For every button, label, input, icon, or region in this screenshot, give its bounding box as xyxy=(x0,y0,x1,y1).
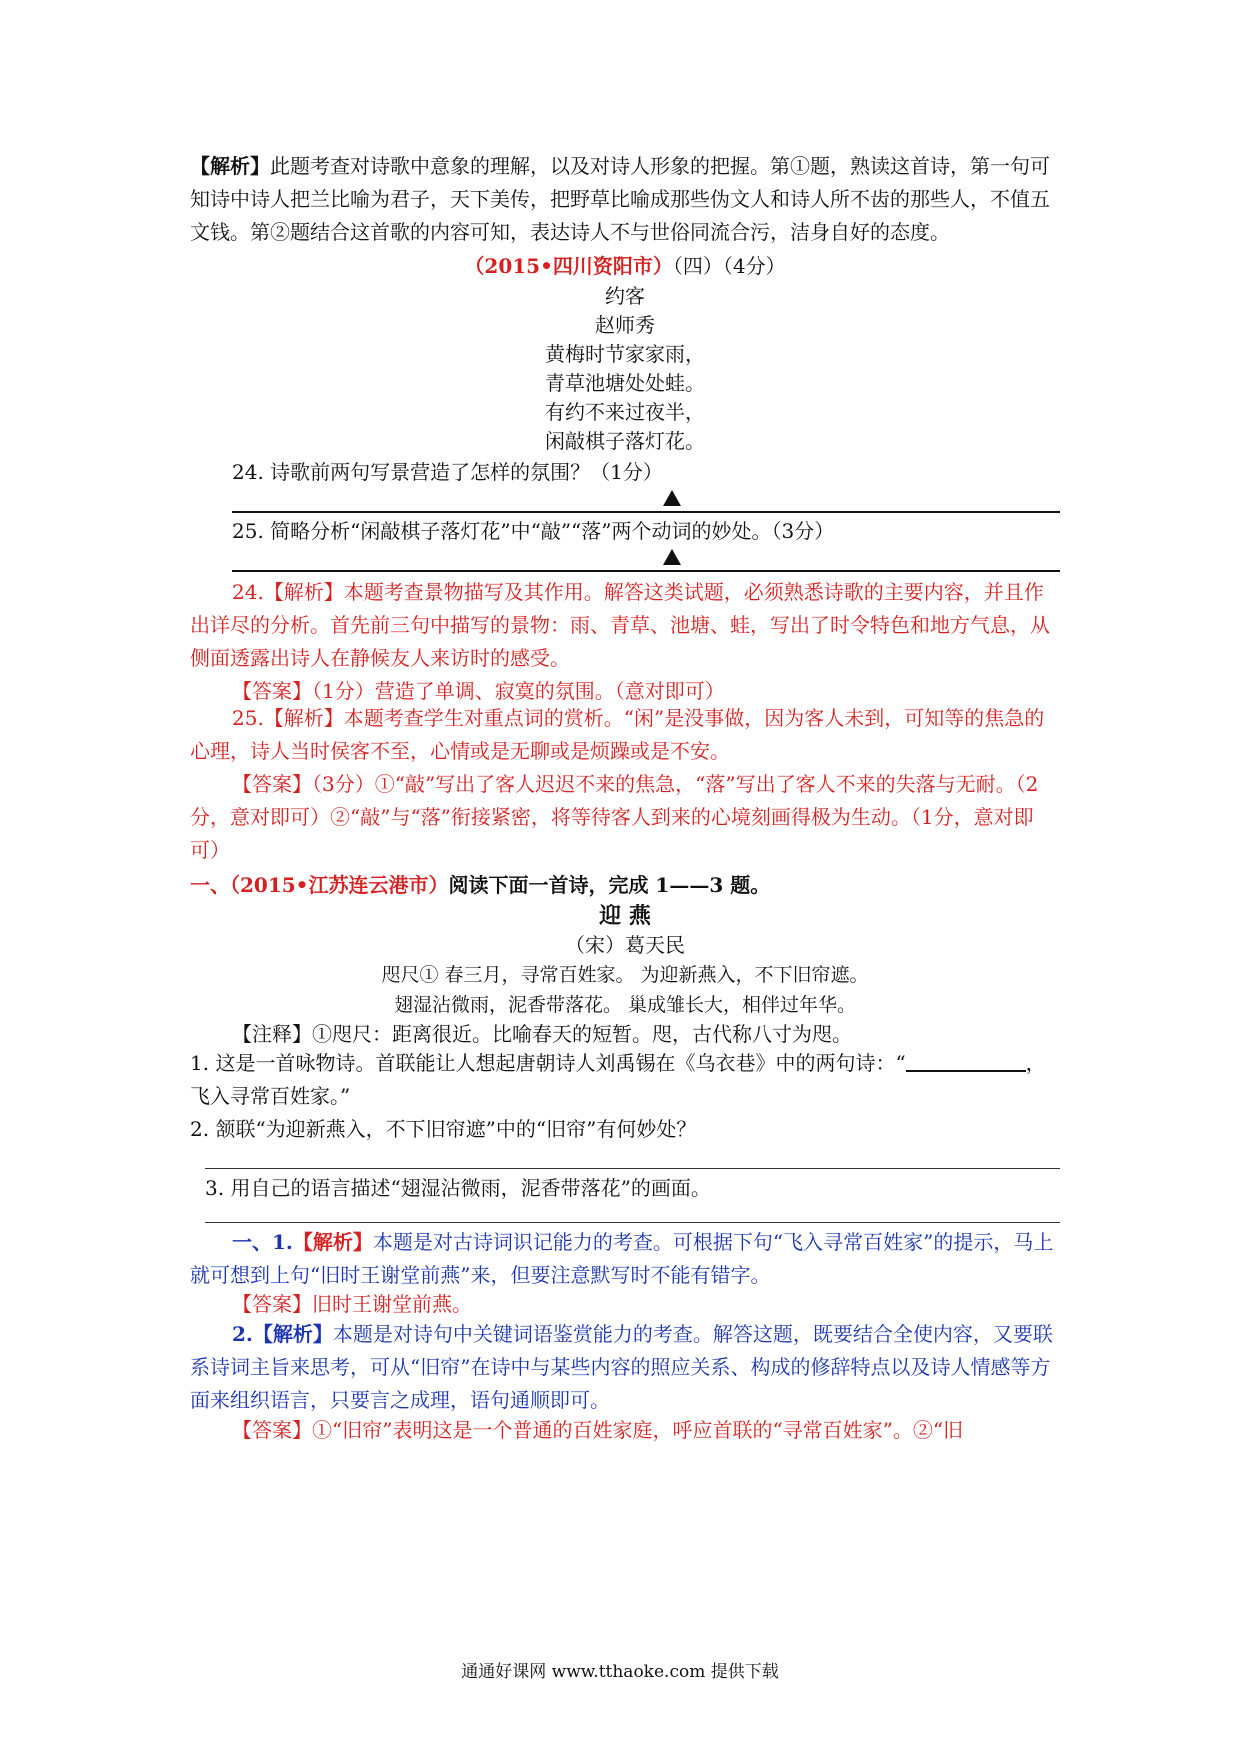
question-1 xyxy=(190,1047,1060,1113)
poem2-title: 迎 燕 xyxy=(599,903,651,929)
question-25: 25. 简略分析“闲敲棋子落灯花”中“敲”“落”两个动词的妙处。（3分） xyxy=(232,519,835,543)
answer-24-answer: 【答案】（1分）营造了单调、寂寞的氛围。（意对即可） xyxy=(232,679,725,703)
question-1-comma: ， xyxy=(1025,1051,1046,1075)
poem-line: 有约不来过夜半， xyxy=(545,400,705,424)
poem-line: 黄梅时节家家雨， xyxy=(545,342,705,366)
answer-1-analysis xyxy=(190,1226,1060,1292)
answer-line xyxy=(205,1222,1060,1223)
answer-24-analysis: 24.【解析】本题考查景物描写及其作用。解答这类试题，必须熟悉诗歌的主要内容，并且作出详尽的分析。首先前三句中描写的景物：雨、青草、池塘、蛙，写出了时令特色和地方气息，从侧面透露出诗人在静候友人来访时的感受。 xyxy=(190,580,1050,670)
answer-25-analysis: 25.【解析】本题考查学生对重点词的赏析。“闲”是没事做，因为客人未到，可知等的焦急的心理，诗人当时侯客不至，心情或是无聊或是烦躁或是不安。 xyxy=(190,706,1045,763)
answer-2-answer-label: 【答案】 xyxy=(232,1418,312,1442)
triangle-icon xyxy=(662,547,682,567)
question-3: 3. 用自己的语言描述“翅湿沾微雨，泥香带落花”的画面。 xyxy=(205,1176,711,1200)
fill-blank xyxy=(906,1050,1026,1072)
section1-instruction: 阅读下面一首诗，完成 1——3 题。 xyxy=(448,873,771,897)
section4-meta: （四）（4分） xyxy=(672,254,786,278)
question-24: 24. 诗歌前两句写景营造了怎样的氛围？（1分） xyxy=(232,460,663,484)
answer-line xyxy=(232,511,1060,513)
question-1-text: 1. 这是一首咏物诗。首联能让人想起唐朝诗人刘禹锡在《乌衣巷》中的两句诗：“ xyxy=(190,1051,906,1075)
answer-1-answer xyxy=(190,1288,1060,1321)
analysis-text: 此题考查对诗歌中意象的理解，以及对诗人形象的把握。第①题，熟读这首诗，第一句可知诗中诗人把兰比喻为君子，天下美传，把野草比喻成那些伪文人和诗人所不齿的那些人，不值五文钱。第②题结合这首歌的内容可知，表达诗人不与世俗同流合污，洁身自好的态度。 xyxy=(190,154,1050,244)
question-1-text-end: 飞入寻常百姓家。” xyxy=(190,1084,351,1108)
analysis-paragraph xyxy=(190,150,1060,249)
poem2-author: （宋）葛天民 xyxy=(565,933,685,957)
answer-1-text: 本题是对古诗词识记能力的考查。可根据下句“飞入寻常百姓家”的提示，马上就可想到上句“旧时王谢堂前燕”来，但要注意默写时不能有错字。 xyxy=(190,1230,1054,1287)
page-footer: 通通好课网 www.tthaoke.com 提供下载 xyxy=(461,1662,779,1682)
answer-25-answer: 【答案】（3分）①“敲”写出了客人迟迟不来的焦急，“落”写出了客人不来的失落与无耐。（2分，意对即可）②“敲”与“落”衔接紧密，将等待客人到来的心境刻画得极为生动。（1分，意对即可） xyxy=(190,772,1039,862)
answer-2-answer xyxy=(190,1414,1060,1447)
section1-header xyxy=(190,869,1060,902)
answer-2-number: 2. xyxy=(232,1322,253,1346)
answer-2-label: 【解析】 xyxy=(252,1322,333,1346)
section1-prefix: 一、 xyxy=(190,873,230,897)
answer-1-answer-text: 旧时王谢堂前燕。 xyxy=(312,1292,472,1316)
poem-line: 青草池塘处处蛙。 xyxy=(545,371,705,395)
question-2: 2. 颔联“为迎新燕入，不下旧帘遮”中的“旧帘”有何妙处？ xyxy=(190,1117,697,1141)
section4-source: （2015•四川资阳市） xyxy=(464,254,673,278)
answer-2-analysis xyxy=(190,1318,1060,1417)
triangle-icon xyxy=(662,488,682,508)
answer-line xyxy=(205,1168,1060,1169)
answer-2-answer-text: ①“旧帘”表明这是一个普通的百姓家庭，呼应首联的“寻常百姓家”。②“旧 xyxy=(312,1418,964,1442)
answer-2-text: 本题是对诗句中关键词语鉴赏能力的考查。解答这题，既要结合全使内容，又要联系诗词主旨来思考，可从“旧帘”在诗中与某些内容的照应关系、构成的修辞特点以及诗人情感等方面来组织语言，只要言之成理，语句通顺即可。 xyxy=(190,1322,1053,1412)
section1-source: （2015•江苏连云港市） xyxy=(230,873,449,897)
poem2-note: 【注释】①咫尺：距离很近。比喻春天的短暂。咫，古代称八寸为咫。 xyxy=(232,1022,852,1046)
poem-title: 约客 xyxy=(605,284,645,308)
poem2-line: 翅湿沾微雨，泥香带落花。 巢成雏长大，相伴过年华。 xyxy=(393,994,857,1016)
poem-author: 赵师秀 xyxy=(595,313,655,337)
poem-line: 闲敲棋子落灯花。 xyxy=(545,429,705,453)
analysis-label: 【解析】 xyxy=(190,154,270,178)
answer-1-label: 【解析】 xyxy=(292,1230,373,1254)
answer-line xyxy=(232,570,1060,572)
section4-header xyxy=(190,250,1060,283)
poem2-line: 咫尺① 春三月，寻常百姓家。 为迎新燕入，不下旧帘遮。 xyxy=(381,964,869,986)
answer-1-number: 一、1. xyxy=(232,1230,293,1254)
answer-1-answer-label: 【答案】 xyxy=(232,1292,312,1316)
